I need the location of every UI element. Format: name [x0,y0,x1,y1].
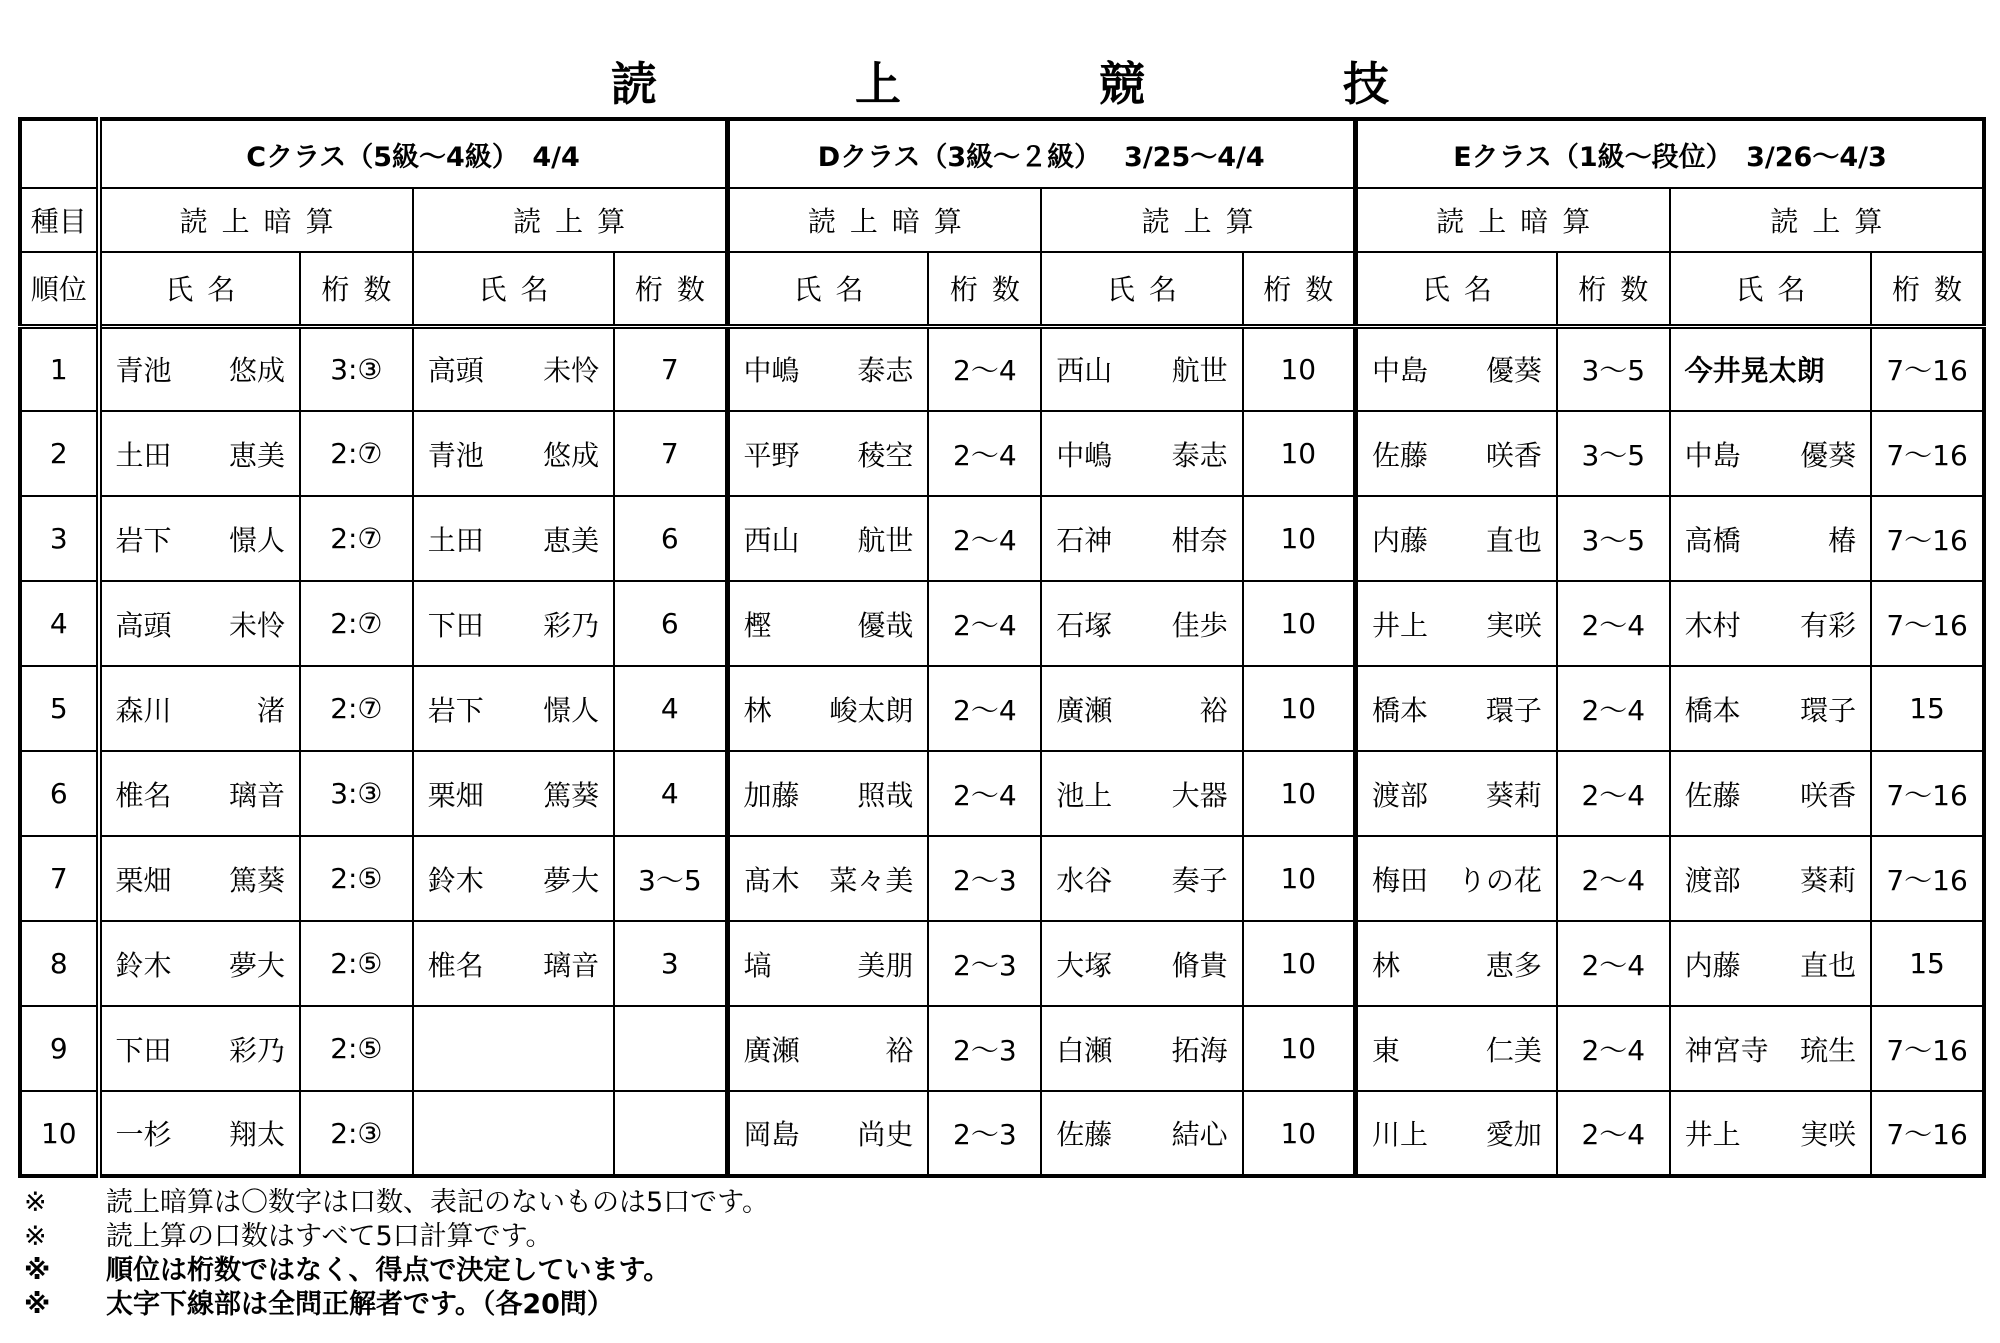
given-name: 葵莉 [1485,778,1542,812]
name-cell [413,836,614,921]
name-cell [1355,1006,1556,1091]
given-name: 咲香 [1800,778,1857,812]
name-cell [1355,411,1556,496]
table-row [20,1006,1984,1091]
name-cell [727,836,928,921]
family-name: 加藤 [743,778,800,812]
digits-cell: 4 [614,666,727,751]
name-cell [1041,836,1242,921]
family-name: 林 [743,693,772,727]
name-cell [99,496,300,581]
family-name: 佐藤 [1056,1118,1113,1151]
given-name: 璃音 [228,778,285,812]
name-cell [1670,581,1871,666]
c-zan-header: 読上算 [413,188,727,252]
note-mark: ※ [24,1289,51,1320]
given-name: 佳歩 [1171,608,1228,642]
class-c-header: Cクラス（5級～4級） 4/4 [99,119,727,188]
note-mark: ※ [24,1221,47,1252]
family-name: 中嶋 [1056,438,1113,472]
digits-cell: 2～4 [928,751,1041,836]
name-cell [1041,751,1242,836]
family-name: 廣瀬 [743,1033,800,1067]
family-name: 池上 [1056,778,1113,812]
digits-cell: 2～4 [1557,921,1670,1006]
digits-cell: 7～16 [1871,496,1984,581]
given-name: 夢大 [228,948,285,982]
digits-cell: 2～4 [1557,581,1670,666]
family-name: 塙 [743,948,772,982]
digits-cell: 3～5 [1557,326,1670,411]
digits-cell: 2～3 [928,836,1041,921]
digits-col-header: 桁数 [614,252,727,326]
event-row-label: 種目 [20,188,99,252]
footnote [24,1220,1974,1254]
event-header-row [20,188,1984,252]
name-cell [99,836,300,921]
digits-cell [614,1091,727,1176]
given-name: 実咲 [1485,608,1542,642]
family-name: 渡部 [1684,863,1741,897]
digits-cell: 4 [614,751,727,836]
table-row [20,581,1984,666]
rank-cell: 5 [20,666,99,751]
digits-cell: 7～16 [1871,581,1984,666]
given-name: 優葵 [1800,438,1857,472]
e-zan-header: 読上算 [1670,188,1984,252]
family-name: 川上 [1371,1118,1428,1151]
given-name: 拓海 [1171,1033,1228,1067]
name-cell [413,326,614,411]
given-name: 泰志 [1171,438,1228,472]
name-cell [99,1006,300,1091]
digits-cell: 10 [1243,836,1356,921]
note-text: 太字下線部は全問正解者です。（各20問） [106,1289,614,1320]
note-mark: ※ [24,1187,47,1218]
family-name: 青池 [427,438,484,472]
digits-cell: 3～5 [1557,496,1670,581]
name-cell [727,581,928,666]
given-name: 仁美 [1485,1033,1542,1067]
family-name: 佐藤 [1684,778,1741,812]
name-cell [727,666,928,751]
digits-cell: 2～4 [928,326,1041,411]
family-name: 梅田 [1371,863,1428,897]
name-cell [413,1091,614,1176]
table-row [20,496,1984,581]
digits-col-header: 桁数 [300,252,413,326]
digits-cell: 7～16 [1871,836,1984,921]
family-name: 中島 [1371,354,1428,388]
table-row [20,751,1984,836]
digits-cell: 2～4 [928,496,1041,581]
given-name: 彩乃 [543,608,600,642]
digits-cell: 10 [1243,751,1356,836]
family-name: 岩下 [115,523,172,557]
name-col-header: 氏名 [727,252,928,326]
family-name: 森川 [115,693,172,727]
given-name: 環子 [1800,693,1857,727]
digits-cell: 10 [1243,411,1356,496]
given-name: 篤葵 [228,863,285,897]
footnotes [24,1186,1974,1322]
family-name: 土田 [427,523,484,557]
family-name: 椎名 [115,778,172,812]
digits-cell [614,1006,727,1091]
given-name: 悠成 [543,438,600,472]
given-name: 実咲 [1800,1118,1857,1151]
name-cell [1355,1091,1556,1176]
given-name: 咲香 [1485,438,1542,472]
given-name: 大器 [1171,778,1228,812]
digits-col-header: 桁数 [1871,252,1984,326]
given-name: 恵美 [543,523,600,557]
name-cell [1355,751,1556,836]
class-header-row [20,119,1984,188]
family-name: 井上 [1371,608,1428,642]
digits-cell: 2:③ [300,1091,413,1176]
name-cell [99,1091,300,1176]
name-cell [1355,496,1556,581]
footnote [24,1186,1974,1220]
digits-cell: 7～16 [1871,1006,1984,1091]
given-name: 環子 [1485,693,1542,727]
family-name: 内藤 [1684,948,1741,982]
digits-cell: 10 [1243,326,1356,411]
family-name: 高橋 [1684,523,1741,557]
family-name: 鈴木 [115,948,172,982]
family-name: 栗畑 [427,778,484,812]
given-name: 葵莉 [1800,863,1857,897]
family-name: 林 [1371,948,1400,982]
table-row [20,836,1984,921]
digits-cell: 3～5 [1557,411,1670,496]
digits-cell: 2:⑦ [300,496,413,581]
family-name: 白瀬 [1056,1033,1113,1067]
name-cell [1041,326,1242,411]
digits-cell: 15 [1871,921,1984,1006]
family-name: 土田 [115,438,172,472]
name-cell [1041,1006,1242,1091]
footnote [24,1254,1974,1288]
given-name: 尚史 [857,1118,914,1151]
given-name: 峻太朗 [829,693,914,727]
name-cell [99,411,300,496]
name-cell [1041,921,1242,1006]
family-name: 中島 [1684,438,1741,472]
family-name: 廣瀬 [1056,693,1113,727]
full-name: 今井晃太朗 [1684,354,1825,388]
name-cell [1041,411,1242,496]
rank-cell: 9 [20,1006,99,1091]
given-name: 照哉 [857,778,914,812]
family-name: 木村 [1684,608,1741,642]
class-d-header: Dクラス（3級～２級） 3/25～4/4 [727,119,1355,188]
digits-cell: 10 [1243,581,1356,666]
given-name: 憬人 [228,523,285,557]
name-cell [99,666,300,751]
family-name: 石塚 [1056,608,1113,642]
name-cell [1355,581,1556,666]
family-name: 下田 [427,608,484,642]
name-cell [727,1006,928,1091]
family-name: 水谷 [1056,863,1113,897]
digits-cell: 2～4 [928,581,1041,666]
given-name: 彩乃 [228,1033,285,1067]
digits-cell: 7 [614,411,727,496]
name-col-header: 氏名 [1041,252,1242,326]
name-cell [1670,1091,1871,1176]
family-name: 中嶋 [743,354,800,388]
name-cell [99,326,300,411]
digits-cell: 15 [1871,666,1984,751]
given-name: 航世 [857,523,914,557]
given-name: 椿 [1828,523,1857,557]
given-name: 夢大 [543,863,600,897]
name-cell [1355,666,1556,751]
table-row [20,411,1984,496]
family-name: 渡部 [1371,778,1428,812]
name-col-header: 氏名 [1355,252,1556,326]
digits-cell: 10 [1243,496,1356,581]
digits-cell: 7 [614,326,727,411]
name-cell [727,921,928,1006]
given-name: 稜空 [857,438,914,472]
family-name: 高頭 [427,354,484,388]
family-name: 井上 [1684,1118,1741,1151]
digits-cell: 3:③ [300,326,413,411]
name-cell [727,1091,928,1176]
table-row [20,1091,1984,1176]
family-name: 鈴木 [427,863,484,897]
digits-cell: 2:⑦ [300,581,413,666]
name-cell [1041,581,1242,666]
given-name: 菜々美 [829,863,914,897]
given-name: 優葵 [1485,354,1542,388]
name-cell [99,751,300,836]
digits-cell: 6 [614,581,727,666]
given-name: 篤葵 [543,778,600,812]
name-cell [1670,496,1871,581]
family-name: 平野 [743,438,800,472]
digits-cell: 2～3 [928,1006,1041,1091]
given-name: 翔太 [228,1118,285,1151]
given-name: 美朋 [857,948,914,982]
given-name: 有彩 [1800,608,1857,642]
family-name: 佐藤 [1371,438,1428,472]
column-header-row [20,252,1984,326]
name-col-header: 氏名 [1670,252,1871,326]
family-name: 橋本 [1371,693,1428,727]
name-cell [1670,921,1871,1006]
family-name: 石神 [1056,523,1113,557]
digits-cell: 7～16 [1871,751,1984,836]
name-cell [413,1006,614,1091]
name-cell [727,411,928,496]
family-name: 岩下 [427,693,484,727]
digits-cell: 2～4 [1557,666,1670,751]
given-name: 泰志 [857,354,914,388]
name-cell [1041,1091,1242,1176]
digits-cell: 7～16 [1871,411,1984,496]
note-text: 読上算の口数はすべて5口計算です。 [106,1221,553,1252]
name-cell [413,921,614,1006]
name-cell [99,921,300,1006]
name-cell [413,496,614,581]
family-name: 髙木 [743,863,800,897]
table-row [20,666,1984,751]
note-text: 読上暗算は〇数字は口数、表記のないものは5口です。 [106,1187,770,1218]
rank-cell: 3 [20,496,99,581]
name-cell [1670,411,1871,496]
name-cell [99,581,300,666]
digits-cell: 2～4 [928,411,1041,496]
note-mark: ※ [24,1255,51,1286]
digits-cell: 2:⑦ [300,666,413,751]
name-cell [1670,1006,1871,1091]
given-name: 航世 [1171,354,1228,388]
name-cell [413,581,614,666]
digits-cell: 7～16 [1871,326,1984,411]
family-name: 下田 [115,1033,172,1067]
digits-cell: 3:③ [300,751,413,836]
given-name: 結心 [1171,1118,1228,1151]
digits-cell: 2～4 [1557,751,1670,836]
rank-cell: 2 [20,411,99,496]
family-name: 樫 [743,608,772,642]
name-cell [727,496,928,581]
digits-cell: 10 [1243,921,1356,1006]
c-anzan-header: 読上暗算 [99,188,413,252]
digits-cell: 10 [1243,1091,1356,1176]
digits-cell: 3～5 [614,836,727,921]
digits-col-header: 桁数 [1557,252,1670,326]
digits-cell: 2～3 [928,921,1041,1006]
name-cell [413,411,614,496]
given-name: 脩貴 [1171,948,1228,982]
corner-cell [20,119,99,188]
family-name: 東 [1371,1033,1400,1067]
digits-cell: 10 [1243,1006,1356,1091]
family-name: 栗畑 [115,863,172,897]
e-anzan-header: 読上暗算 [1355,188,1669,252]
name-col-header: 氏名 [413,252,614,326]
given-name: 直也 [1800,948,1857,982]
digits-cell: 7～16 [1871,1091,1984,1176]
page-title: 読 上 競 技 [611,57,1465,111]
given-name: 渚 [256,693,285,727]
family-name: 高頭 [115,608,172,642]
digits-cell: 2:⑤ [300,1006,413,1091]
name-cell [413,666,614,751]
rank-row-label: 順位 [20,252,99,326]
given-name: 直也 [1485,523,1542,557]
rank-cell: 8 [20,921,99,1006]
note-text: 順位は桁数ではなく、得点で決定しています。 [106,1255,671,1286]
rank-cell: 4 [20,581,99,666]
family-name: 神宮寺 [1684,1033,1769,1067]
name-cell [1355,836,1556,921]
digits-col-header: 桁数 [928,252,1041,326]
digits-cell: 10 [1243,666,1356,751]
given-name: 璃音 [543,948,600,982]
name-cell [1355,921,1556,1006]
rank-cell: 6 [20,751,99,836]
family-name: 大塚 [1056,948,1113,982]
given-name: 裕 [885,1033,914,1067]
results-table [18,117,1986,1178]
table-row [20,326,1984,411]
given-name: 柑奈 [1171,523,1228,557]
digits-cell: 2～4 [1557,836,1670,921]
name-cell [1355,326,1556,411]
given-name: 恵美 [228,438,285,472]
given-name: 恵多 [1485,948,1542,982]
name-cell [1670,326,1871,411]
table-row [20,921,1984,1006]
name-cell [727,326,928,411]
rank-cell: 10 [20,1091,99,1176]
digits-cell: 2～4 [1557,1006,1670,1091]
digits-cell: 2:⑤ [300,836,413,921]
family-name: 岡島 [743,1118,800,1151]
digits-cell: 3 [614,921,727,1006]
name-col-header: 氏名 [99,252,300,326]
name-cell [413,751,614,836]
given-name: 未怜 [543,354,600,388]
given-name: 愛加 [1485,1118,1542,1151]
family-name: 椎名 [427,948,484,982]
name-cell [1670,836,1871,921]
digits-cell: 2～3 [928,1091,1041,1176]
name-cell [1670,666,1871,751]
family-name: 一杉 [115,1118,172,1151]
digits-cell: 2～4 [928,666,1041,751]
family-name: 青池 [115,354,172,388]
rank-cell: 7 [20,836,99,921]
given-name: 裕 [1199,693,1228,727]
class-e-header: Eクラス（1級～段位） 3/26～4/3 [1355,119,1984,188]
digits-col-header: 桁数 [1243,252,1356,326]
d-anzan-header: 読上暗算 [727,188,1041,252]
name-cell [727,751,928,836]
family-name: 西山 [743,523,800,557]
digits-cell: 2～4 [1557,1091,1670,1176]
given-name: りの花 [1457,863,1542,897]
family-name: 内藤 [1371,523,1428,557]
d-zan-header: 読上算 [1041,188,1355,252]
digits-cell: 6 [614,496,727,581]
family-name: 橋本 [1684,693,1741,727]
footnote [24,1288,1974,1322]
given-name: 憬人 [543,693,600,727]
given-name: 悠成 [228,354,285,388]
family-name: 西山 [1056,354,1113,388]
given-name: 奏子 [1171,863,1228,897]
digits-cell: 2:⑦ [300,411,413,496]
given-name: 未怜 [228,608,285,642]
digits-cell: 2:⑤ [300,921,413,1006]
name-cell [1041,666,1242,751]
given-name: 琉生 [1800,1033,1857,1067]
name-cell [1041,496,1242,581]
name-cell [1670,751,1871,836]
given-name: 優哉 [857,608,914,642]
rank-cell: 1 [20,326,99,411]
